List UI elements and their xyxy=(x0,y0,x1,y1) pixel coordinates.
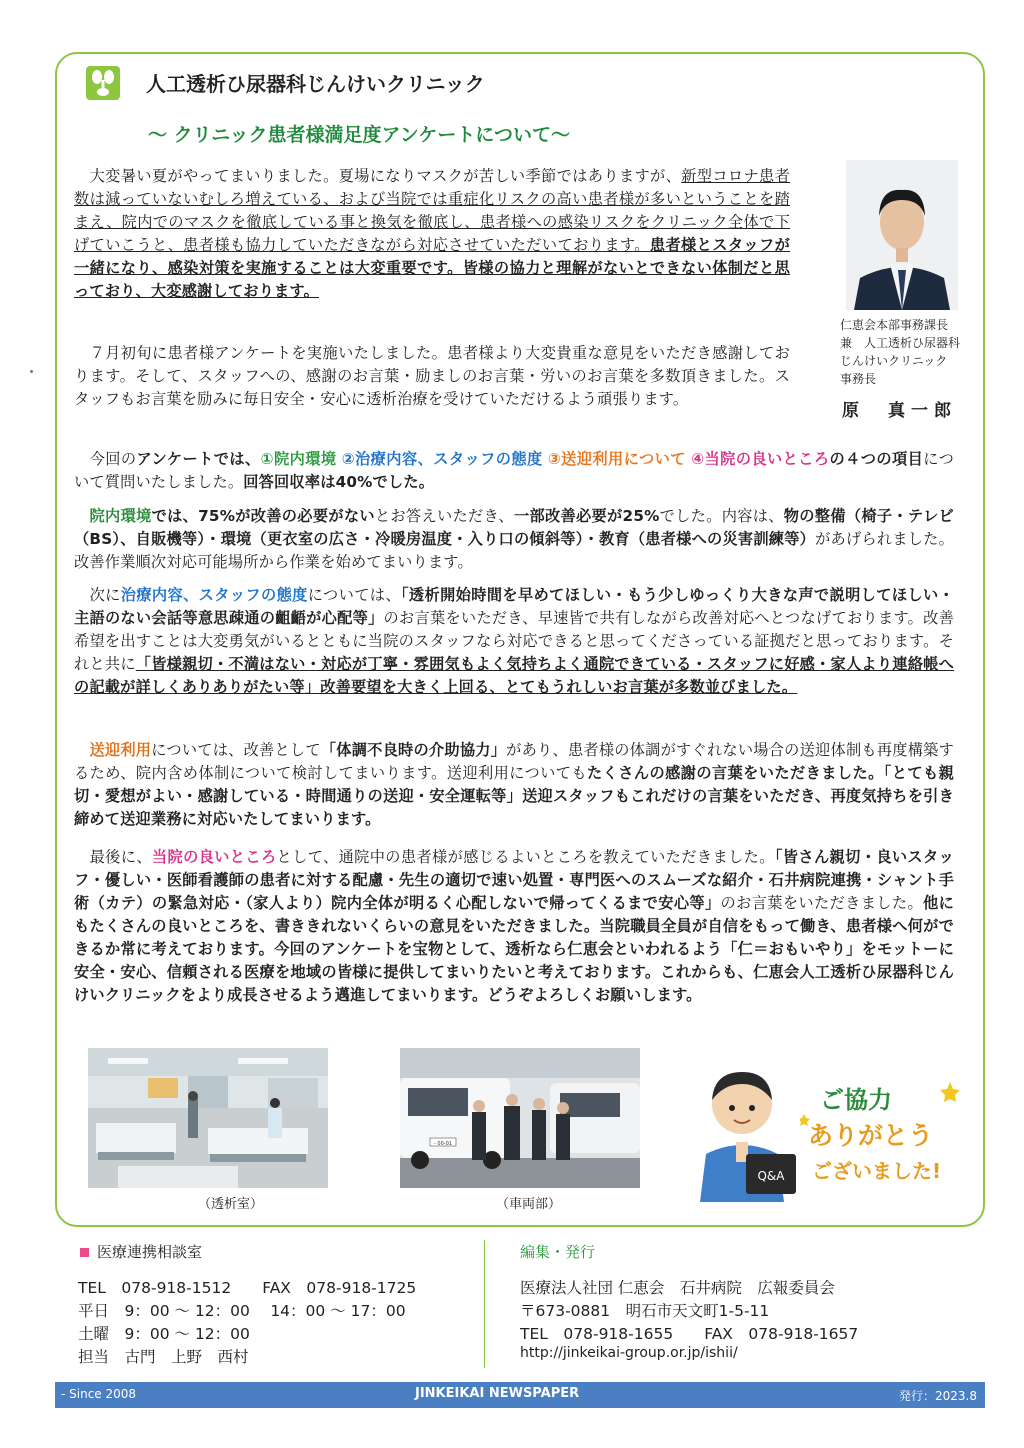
footer-issue: 発行：2023.8 xyxy=(899,1389,977,1403)
footer-bar xyxy=(55,1382,985,1408)
items-text-c: の４つの項目 xyxy=(829,450,924,468)
intro-text-c: 患者様とスタッフが一緒になり、感染対策を実施することは大変重要です。皆様の協力と理解がないとできない体制だと思っており、大変感謝しております。 xyxy=(74,236,790,300)
treatment-text-e: 「皆様親切・不満はない・対応が丁寧・雰囲気もよく気持ちよく通院できている・スタッフに好感・家人より連絡帳への記載が詳しくありありがたい等」改善要望を大きく上回る、とてもうれしいお言葉が多数並びました。 xyxy=(74,655,954,696)
footer-title: JINKEIKAI NEWSPAPER xyxy=(415,1386,580,1401)
contact-tel-fax: TEL 078-918-1512 FAX 078-918-1725 xyxy=(78,1279,417,1297)
paragraph-good-points xyxy=(74,846,954,1007)
contact-hours-weekday: 平日 9：00 ～ 12：00 14：00 ～ 17：00 xyxy=(78,1302,406,1320)
transport-text-b: 「体調不良時の介助協力」 xyxy=(320,741,507,759)
good-text-d: のお言葉をいただきました。 xyxy=(720,894,924,912)
environment-text-d: でした。内容は、 xyxy=(659,507,784,525)
paragraph-items xyxy=(74,448,954,494)
thank-you-art xyxy=(800,1074,970,1194)
qa-board-label: Q&A xyxy=(757,1169,785,1183)
good-text-b: として、通院中の患者様が感じるよいところを教えていただきました。 xyxy=(276,848,775,866)
good-heading: 当院の良いところ xyxy=(151,848,277,866)
photo-dialysis-room xyxy=(88,1048,328,1188)
thanks-line-3: ございました! xyxy=(812,1159,942,1183)
environment-heading: 院内環境 xyxy=(89,507,152,525)
clinic-title: 人工透析ひ尿器科じんけいクリニック xyxy=(146,72,485,96)
environment-text-f: があげられました。改善作業順次対応可能場所から作業を始めてまいります。 xyxy=(74,530,954,571)
transport-text-d: たくさんの感謝の言葉をいただきました。「とても親切・愛想がよい・感謝している・時間通りの送迎・安全運転等」 xyxy=(74,764,954,805)
transport-text-e: 送迎スタッフもこれだけの言葉をいただき、再度気持ちを引き締めて送迎業務に対応いたしてまいります。 xyxy=(74,787,954,828)
article-subtitle: ～ クリニック患者様満足度アンケートについて～ xyxy=(148,124,570,146)
items-text-a: 今回の xyxy=(74,450,137,468)
paragraph-transport xyxy=(74,739,954,831)
treatment-text-a: 次に xyxy=(74,586,121,604)
transport-text-a: については、改善として xyxy=(151,741,321,759)
profile-role-2: 兼 人工透析ひ尿器科 xyxy=(840,336,961,350)
staff-qa-illustration xyxy=(690,1062,810,1202)
paragraph-intro xyxy=(74,165,790,303)
items-text-d: について質問いたしました。 xyxy=(74,450,955,491)
paragraph-environment xyxy=(74,505,954,574)
contact-hours-saturday: 土曜 9：00 ～ 12：00 xyxy=(78,1325,250,1343)
paragraph-survey: ７月初旬に患者様アンケートを実施いたしました。患者様より大変貴重な意見をいただき感謝しております。そして、スタッフへの、感謝のお言葉・励ましのお言葉・労いのお言葉を多数頂きました。スタッフもお言葉を励みに毎日安全・安心に透析治療を受けていただけるよう頑張ります。 xyxy=(74,344,790,408)
profile-role-1: 仁恵会本部事務課長 xyxy=(840,318,949,332)
profile-name: 原 真一郎 xyxy=(842,401,957,421)
good-text-a: 最後に、 xyxy=(74,848,152,866)
intro-text-b: 新型コロナ患者数は減っていないむしろ増えている、および当院では重症化リスクの高い患者様が多いということを踏まえ、院内でのマスクを徹底している事と換気を徹底し、患者様への感染リスクをクリニック全体で下げていこうと、患者様も協力していただきながら対応させていただいております。 xyxy=(74,167,790,254)
paragraph-treatment xyxy=(74,584,954,699)
thanks-line-2: ありがとう xyxy=(808,1121,934,1150)
items-text-e: 回答回収率は40%でした。 xyxy=(243,473,435,491)
treatment-text-d: のお言葉をいただき、早速皆で共有しながら改善対応へとつなげております。改善希望を出すことは大変勇気がいるとともに当院のスタッフなら対応できると思ってくださっている証拠だと思っております。それと共に xyxy=(74,609,954,673)
environment-text-a: では、75%が改善の必要がない xyxy=(151,507,375,525)
item-4-good-points: ④当院の良いところ xyxy=(691,450,830,468)
good-text-e: 他にもたくさんの良いところを、書ききれないくらいの意見をいただきました。当院職員全員が自信をもって働き、患者様へ何ができるか常に考えております。今回のアンケートを宝物として、透析なら仁恵会といわれるよう「仁＝おもいやり」をモットーに安全・安心、信頼される医療を地域の皆様に提供してまいりたいと考えております。これからも、仁恵会人工透析ひ尿器科じんけいクリニックをより成長させるよう邁進してまいります。どうぞよろしくお願いします。 xyxy=(74,894,954,1004)
contact-staff: 担当 古門 上野 西村 xyxy=(78,1348,249,1366)
treatment-heading: 治療内容、スタッフの態度 xyxy=(120,586,308,604)
photo-caption-dialysis: （透析室） xyxy=(198,1197,264,1212)
footer-since: - Since 2008 xyxy=(61,1387,137,1401)
transport-heading: 送迎利用 xyxy=(89,741,152,759)
item-2-treatment: ②治療内容、スタッフの態度 xyxy=(341,450,543,468)
treatment-text-c: 「透析開始時間を早めてほしい・もう少しゆっくり大きな声で説明してほしい・主語のない会話等意思疎通の齟齬が心配等」 xyxy=(74,586,954,627)
publisher-address: 〒673-0881 明石市天文町1-5-11 xyxy=(520,1302,770,1320)
square-bullet-icon xyxy=(80,1248,89,1257)
portrait-photo xyxy=(846,160,958,310)
footer-divider xyxy=(484,1240,485,1368)
publisher-tel-fax: TEL 078-918-1655 FAX 078-918-1657 xyxy=(520,1325,859,1343)
transport-text-c: があり、患者様の体調がすぐれない場合の送迎体制も再度構築するため、院内含め体制について検討してまいります。送迎利用についても xyxy=(74,741,954,782)
profile-role-4: 事務長 xyxy=(840,372,877,386)
photo-caption-vehicle: （車両部） xyxy=(496,1197,562,1212)
environment-text-b: とお答えいただき、 xyxy=(374,507,514,525)
clinic-logo-icon xyxy=(86,66,120,100)
treatment-text-b: については、 xyxy=(307,586,401,604)
intro-text-a: 大変暑い夏がやってまいりました。夏場になりマスクが苦しい季節ではありますが、 xyxy=(74,167,682,185)
scan-dot xyxy=(30,370,33,373)
thanks-line-1: ご協力 xyxy=(820,1086,892,1114)
publisher-url[interactable]: http://jinkeikai-group.or.jp/ishii/ xyxy=(520,1345,738,1361)
environment-text-e: 物の整備（椅子・テレビ（BS）、自販機等）・環境（更衣室の広さ・冷暖房温度・入り口の傾斜等）・教育（患者様への災害訓練等） xyxy=(74,507,955,548)
photo-vehicle-department xyxy=(400,1048,640,1188)
profile-role-3: じんけいクリニック xyxy=(840,354,948,368)
item-1-environment: ①院内環境 xyxy=(260,450,337,468)
environment-text-c: 一部改善必要が25% xyxy=(513,507,660,525)
contact-heading-text: 医療連携相談室 xyxy=(97,1243,203,1261)
publisher-heading: 編集・発行 xyxy=(520,1243,596,1261)
contact-heading xyxy=(80,1241,202,1262)
item-3-transport: ③送迎利用について xyxy=(547,450,686,468)
good-text-c: 「皆さん親切・良いスタッフ・優しい・医師看護師の患者に対する配慮・先生の適切で速い処置・専門医へのスムーズな紹介・石井病院連携・シャント手術（カテ）の緊急対応・（家人より）院内全体が明るく心配しないで帰ってくるまで安心等」 xyxy=(74,848,954,912)
publisher-org: 医療法人社団 仁恵会 石井病院 広報委員会 xyxy=(520,1279,835,1297)
items-text-b: アンケートでは、 xyxy=(136,450,261,468)
license-plate: - 00-01 xyxy=(434,1141,452,1147)
